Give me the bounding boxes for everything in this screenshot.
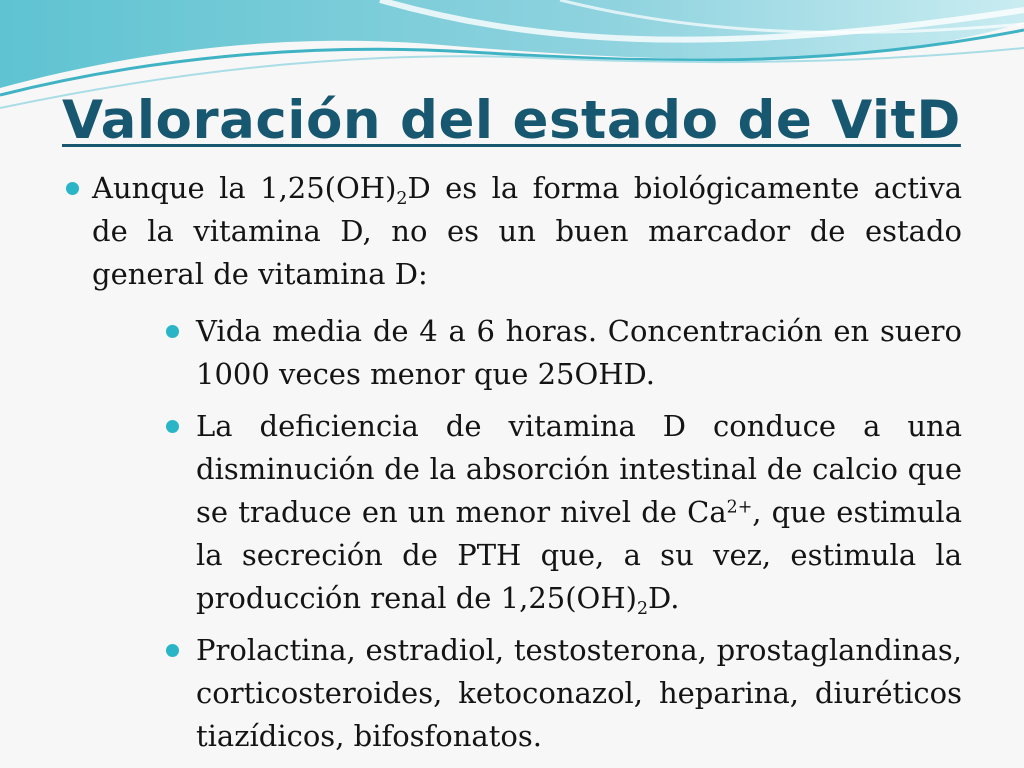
- bullet-dot-icon: [66, 182, 79, 195]
- sub-bullet-drugs: [196, 629, 962, 758]
- sub-bullet-text-1: La deficiencia de vitamina D conduce a una disminución de la absorción intestinal de calcio que se traduce en un menor nivel de Ca: [196, 409, 962, 529]
- calcium-charge-superscript: 2+: [726, 497, 753, 518]
- bullet-dot-icon: [166, 325, 179, 338]
- hydroxyl-subscript: 2: [636, 599, 649, 620]
- bullet-dot-icon: [166, 644, 179, 657]
- sub-bullet-text-2: , que estimula la secreción de PTH que, a su vez, estimula la producción renal de 1,25(OH): [196, 495, 962, 615]
- bullet-main-subscript: 2: [396, 189, 408, 210]
- sub-bullet-deficiency: [196, 405, 962, 620]
- bullet-main-text-2: D es la forma biológicamente activa de la vitamina D, no es un buen marcador de estado general de vitamina D:: [92, 171, 962, 291]
- sub-bullet-text: Prolactina, estradiol, testosterona, prostaglandinas, corticosteroides, ketoconazol, heparina, diuréticos tiazídicos, bifosfonatos.: [196, 633, 962, 753]
- bullet-main-text-1: Aunque la 1,25(OH): [92, 171, 397, 205]
- sub-bullet-text-3: D.: [648, 581, 680, 615]
- sub-bullet-half-life: [196, 310, 962, 396]
- slide-title: Valoración del estado de VitD: [62, 90, 961, 151]
- bullet-dot-icon: [166, 420, 179, 433]
- bullet-main: [92, 167, 962, 296]
- sub-bullet-text: Vida media de 4 a 6 horas. Concentración en suero 1000 veces menor que 25OHD.: [196, 314, 962, 391]
- slide-body: [0, 167, 1024, 758]
